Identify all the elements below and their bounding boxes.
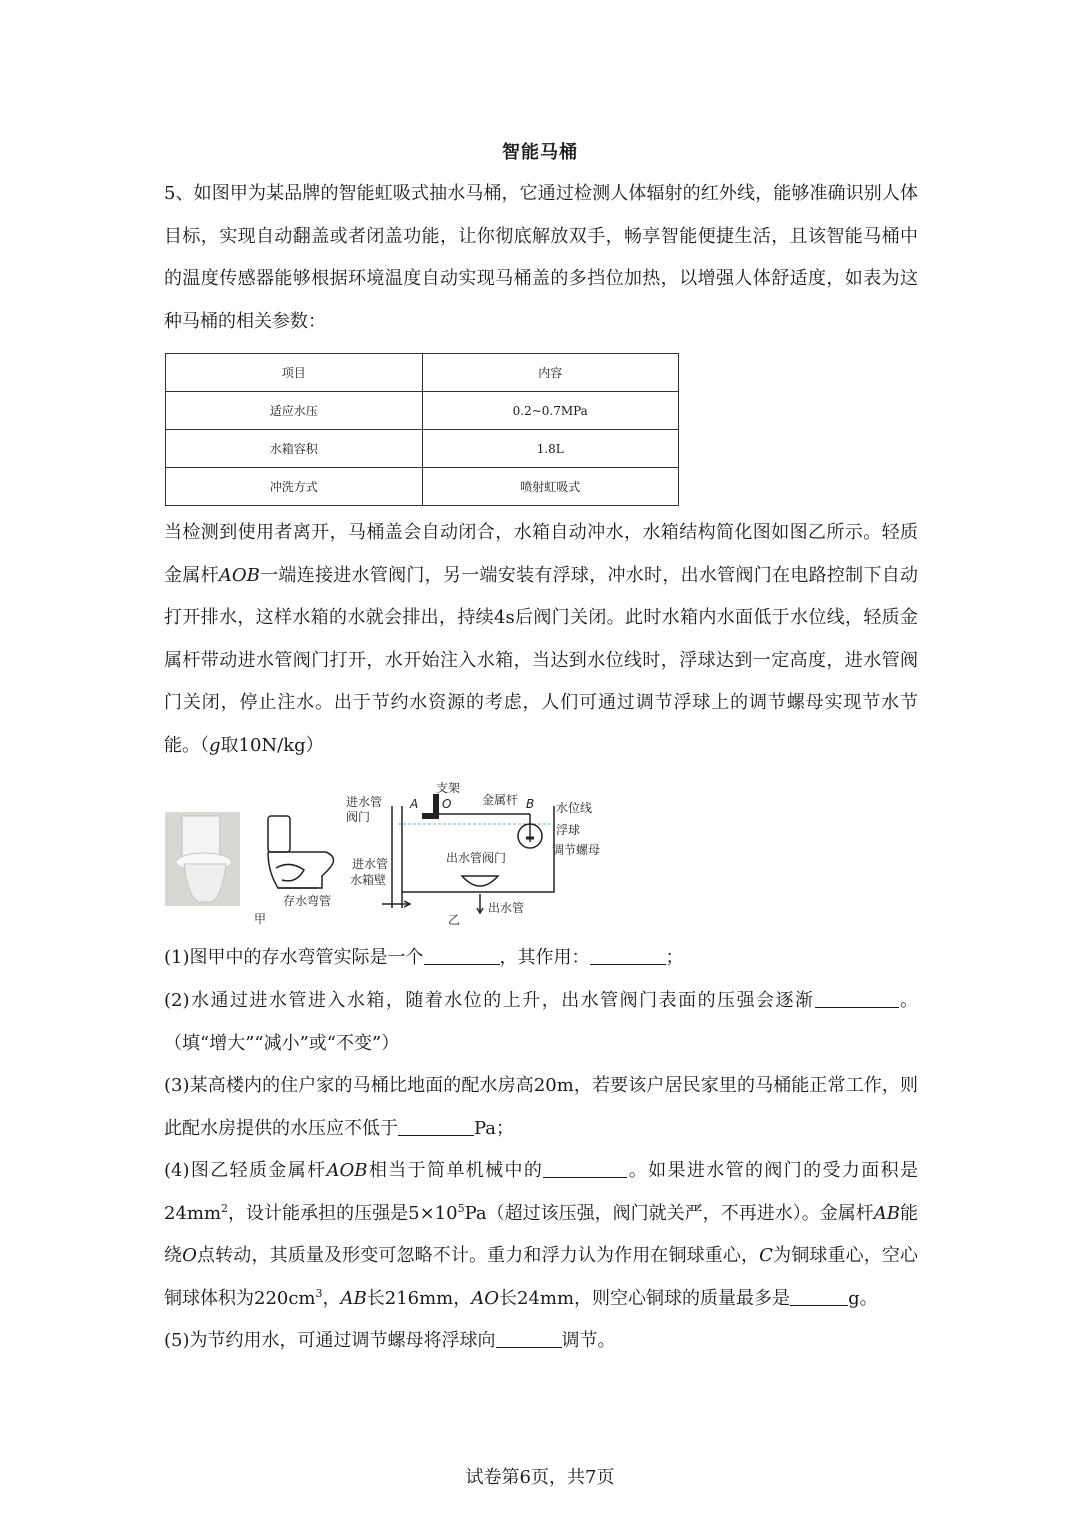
outlet-valve-label: 出水管阀门	[446, 851, 507, 865]
question-5	[164, 1320, 918, 1363]
q-var: O	[182, 1245, 197, 1266]
nut-label: 调节螺母	[552, 843, 601, 857]
q-var: C	[759, 1245, 773, 1266]
table-header-cell: 内容	[422, 354, 679, 392]
parameter-table	[165, 353, 679, 506]
waterline-label: 水位线	[556, 801, 593, 815]
para-var: AOB	[218, 564, 260, 586]
description-paragraph	[164, 512, 918, 767]
table-row	[166, 468, 679, 506]
inlet-valve-label-2: 阀门	[346, 810, 371, 824]
q-sup: 3	[315, 1286, 323, 1300]
para-var: g	[209, 734, 221, 756]
trap-label: 存水弯管	[283, 894, 332, 908]
bracket-label: 支架	[436, 781, 461, 795]
figure-toilet-diagram	[160, 776, 620, 926]
q-text: (2)水通过进水管进入水箱，随着水位的上升，出水管阀门表面的压强会逐渐	[164, 990, 815, 1011]
q-sup: 5	[457, 1201, 465, 1215]
q-text: 能绕	[164, 1202, 918, 1266]
page-title: 智能马桶	[502, 142, 578, 163]
q-text: 。（填“增大”“减小”或“不变”）	[164, 990, 919, 1054]
q-var: AB	[873, 1202, 900, 1224]
toilet-sketch	[268, 816, 334, 888]
q-text: Pa（超过该压强，阀门就关严，不再进水）。金属杆	[464, 1202, 874, 1224]
answer-blank[interactable]	[790, 1287, 848, 1306]
table-cell: 适应水压	[166, 392, 423, 430]
figure-label-jia: 甲	[254, 912, 267, 926]
rod-label: 金属杆	[482, 793, 519, 807]
point-b-label: B	[526, 797, 535, 811]
q-var: AOB	[326, 1160, 368, 1181]
table-cell: 冲洗方式	[166, 468, 423, 506]
q-text: 为铜球重心，空心铜球体积为220cm	[164, 1245, 919, 1309]
answer-blank[interactable]	[815, 989, 899, 1008]
table-row	[166, 430, 679, 468]
q-text: 。如果进水管的阀门的受力面积是24mm	[164, 1160, 918, 1224]
q-text: (5)为节约用水，可通过调节螺母将浮球向	[164, 1330, 496, 1351]
inlet-wall-label-2: 水箱壁	[350, 873, 387, 887]
q-text: Pa；	[474, 1117, 515, 1139]
inlet-valve-label-1: 进水管	[346, 795, 383, 809]
float-label: 浮球	[556, 823, 581, 837]
question-3	[164, 1065, 918, 1150]
answer-blank[interactable]	[398, 1117, 474, 1136]
answer-blank[interactable]	[543, 1159, 627, 1178]
table-cell: 喷射虹吸式	[422, 468, 679, 506]
point-o-label: O	[442, 797, 452, 811]
intro-paragraph: 5、如图甲为某品牌的智能虹吸式抽水马桶，它通过检测人体辐射的红外线，能够准确识别人体目标，实现自动翻盖或者闭盖功能，让你彻底解放双手，畅享智能便捷生活，且该智能马桶中的温度传感器能够根据环境温度自动实现马桶盖的多挡位加热，以增强人体舒适度，如表为这种马桶的相关参数：	[164, 183, 918, 332]
para-text: 当检测到使用者离开，马桶盖会自动闭合，水箱自动冲水，水箱结构简化图如图乙所示。轻质金属杆	[164, 522, 918, 586]
q-text: ；	[665, 947, 684, 968]
inlet-wall-label-1: 进水管	[352, 857, 389, 871]
table-cell: 1.8L	[422, 430, 679, 468]
table-row	[166, 392, 679, 430]
q-text: 调节。	[561, 1330, 616, 1351]
q-text: (3)某高楼内的住户家的马桶比地面的配水房高20m，若要该户居民家里的马桶能正常工作，则此配水房提供的水压应不低于	[164, 1075, 918, 1139]
table-cell: 0.2~0.7MPa	[422, 392, 679, 430]
q-sup: 2	[221, 1201, 229, 1215]
figure-label-yi: 乙	[448, 913, 461, 926]
q-text: ，其作用：	[499, 947, 590, 968]
point-a-label: A	[410, 797, 419, 811]
answer-blank[interactable]	[424, 946, 500, 965]
question-4	[164, 1150, 918, 1320]
q-text: 长24mm，则空心铜球的质量最多是	[499, 1287, 791, 1309]
q-text: ，	[322, 1287, 341, 1309]
question-2	[164, 980, 918, 1065]
q-var: AB	[340, 1287, 367, 1309]
q-text: 相当于简单机械中的	[367, 1160, 544, 1181]
table-header-row	[166, 354, 679, 392]
table-header-cell: 项目	[166, 354, 423, 392]
para-text: 取10N/kg）	[220, 734, 324, 756]
question-1	[164, 937, 918, 980]
q-text: 长216mm，	[366, 1287, 472, 1309]
q-text: (4)图乙轻质金属杆	[164, 1160, 327, 1181]
answer-blank[interactable]	[590, 946, 666, 965]
table-cell: 水箱容积	[166, 430, 423, 468]
q-text: ，设计能承担的压强是5×10	[228, 1202, 458, 1224]
q-text: g。	[848, 1287, 878, 1309]
answer-blank[interactable]	[496, 1329, 562, 1348]
outlet-label: 出水管	[488, 901, 525, 915]
para-text: 一端连接进水管阀门，另一端安装有浮球，冲水时，出水管阀门在电路控制下自动打开排水，这样水箱的水就会排出，持续4s后阀门关闭。此时水箱内水面低于水位线，轻质金属杆带动进水管阀门打开，水开始注入水箱，当达到水位线时，浮球达到一定高度，进水管阀门关闭，停止注水。出于节约水资源的考虑，人们可通过调节浮球上的调节螺母实现节水节能。（	[164, 564, 919, 756]
q-text: 点转动，其质量及形变可忽略不计。重力和浮力认为作用在铜球重心，	[196, 1245, 760, 1266]
q-text: (1)图甲中的存水弯管实际是一个	[164, 947, 424, 968]
q-var: AO	[471, 1287, 500, 1309]
toilet-photo	[165, 812, 240, 906]
page-footer: 试卷第6页，共7页	[465, 1467, 615, 1488]
